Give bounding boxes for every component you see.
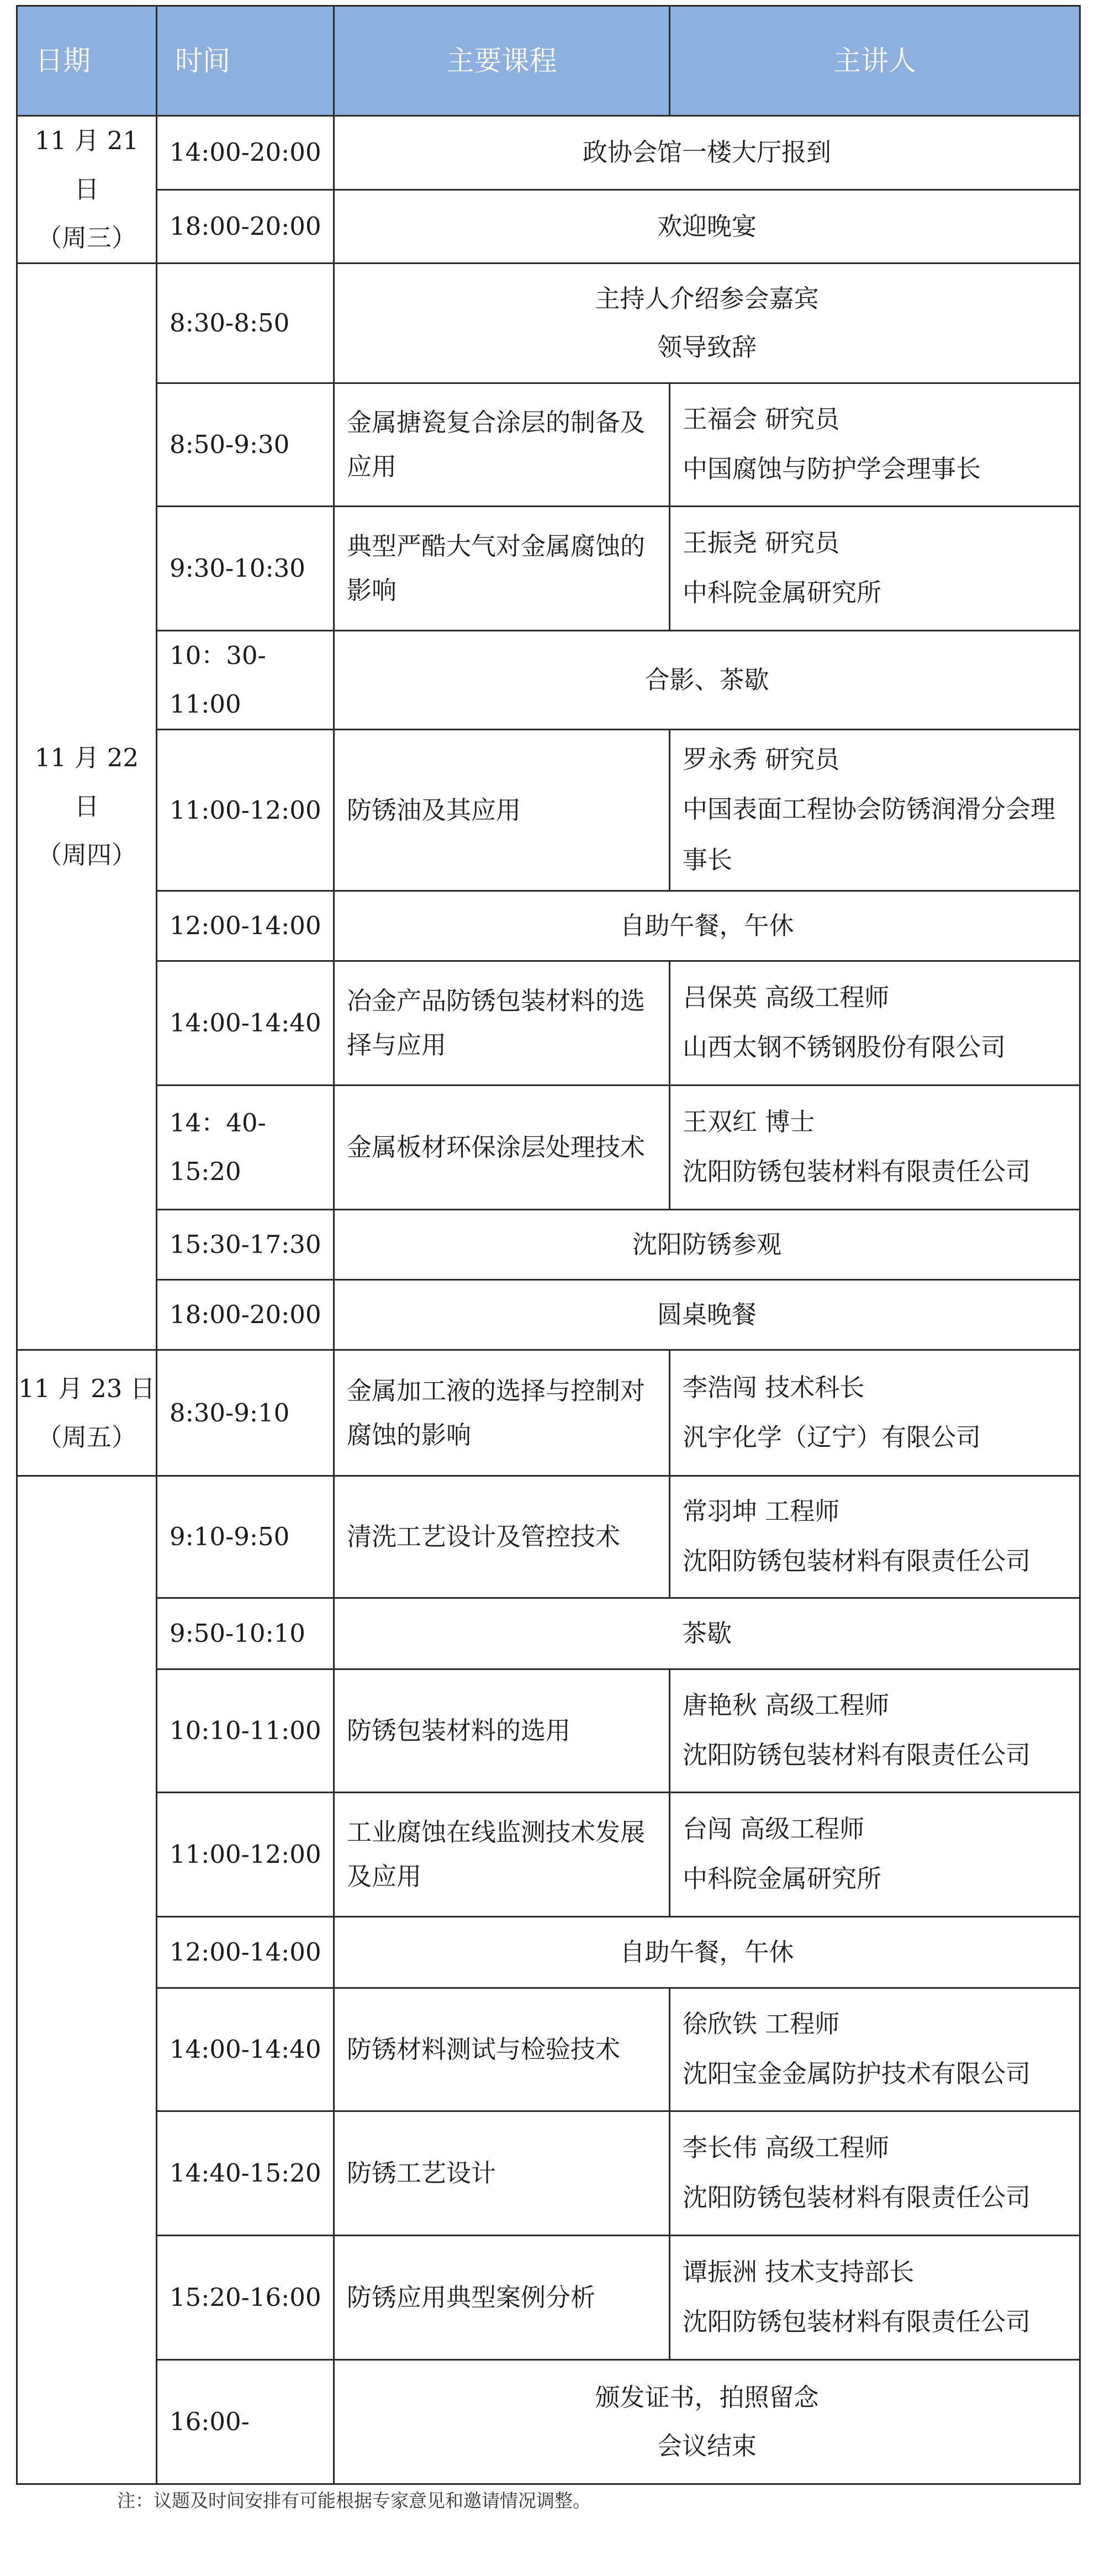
- speaker-name: 徐欣铁 工程师: [683, 2009, 840, 2038]
- speaker-cell: [670, 383, 1080, 507]
- speaker-org: 沈阳防锈包装材料有限责任公司: [683, 1157, 1031, 1186]
- schedule-row: [17, 1669, 1080, 1793]
- speaker-name: 唐艳秋 高级工程师: [683, 1690, 890, 1720]
- course-title: 防锈应用典型案例分析: [334, 2236, 670, 2360]
- merged-activity: [334, 1210, 1080, 1280]
- merged-activity: [334, 264, 1080, 383]
- time-cell: 8:50-9:30: [157, 383, 334, 507]
- time-cell: 14:40-15:20: [157, 2111, 334, 2236]
- time-cell: 12:00-14:00: [157, 1917, 334, 1988]
- time-cell: 15:30-17:30: [157, 1210, 334, 1280]
- schedule-row: [17, 730, 1080, 891]
- time-cell: 8:30-8:50: [157, 264, 334, 383]
- schedule-row: [17, 189, 1080, 264]
- time-cell: 14:00-14:40: [157, 961, 334, 1086]
- schedule-row: [17, 1086, 1080, 1210]
- date-date-line2: 日: [74, 175, 99, 204]
- activity-line: 圆桌晚餐: [657, 1300, 757, 1329]
- speaker-cell: [670, 730, 1080, 891]
- schedule-body: [17, 116, 1080, 2484]
- speaker-org: 沈阳防锈包装材料有限责任公司: [683, 1740, 1031, 1769]
- course-title: 清洗工艺设计及管控技术: [334, 1476, 670, 1598]
- activity-line: 自助午餐，午休: [620, 911, 794, 940]
- speaker-name: 李浩闯 技术科长: [683, 1372, 865, 1402]
- speaker-cell: [670, 1669, 1080, 1793]
- date-cell: [17, 1476, 157, 2484]
- time-cell: 10：30-11:00: [157, 631, 334, 730]
- course-title: 金属搪瓷复合涂层的制备及应用: [334, 383, 670, 507]
- time-cell: 9:50-10:10: [157, 1598, 334, 1669]
- time-cell: 18:00-20:00: [157, 1280, 334, 1350]
- date-weekday: （周五）: [36, 1422, 136, 1452]
- merged-activity: [334, 189, 1080, 264]
- activity-line: 沈阳防锈参观: [632, 1230, 781, 1259]
- date-weekday: （周三）: [36, 223, 136, 252]
- date-date-line1: 11 月 22: [34, 743, 139, 772]
- time-cell: 8:30-9:10: [157, 1350, 334, 1476]
- speaker-cell: [670, 1086, 1080, 1210]
- time-cell: 14:00-20:00: [157, 116, 334, 190]
- schedule-row: [17, 1476, 1080, 1598]
- speaker-org: 汎宇化学（辽宁）有限公司: [683, 1422, 981, 1452]
- speaker-cell: [670, 507, 1080, 631]
- course-title: 工业腐蚀在线监测技术发展及应用: [334, 1793, 670, 1917]
- merged-activity: [334, 1280, 1080, 1350]
- activity-line: 颁发证书，拍照留念: [595, 2383, 819, 2412]
- activity-line: 欢迎晚宴: [657, 211, 757, 241]
- time-cell: 18:00-20:00: [157, 189, 334, 264]
- date-cell: [17, 1350, 157, 1476]
- course-title: 防锈油及其应用: [334, 730, 670, 891]
- schedule-row: [17, 2360, 1080, 2484]
- time-cell: 12:00-14:00: [157, 891, 334, 961]
- date-date-line1: 11 月 23 日: [18, 1373, 155, 1403]
- speaker-org: 沈阳宝金金属防护技术有限公司: [683, 2059, 1031, 2088]
- schedule-row: [17, 1793, 1080, 1917]
- schedule-row: [17, 116, 1080, 190]
- speaker-name: 王福会 研究员: [683, 404, 840, 434]
- activity-line: 自助午餐，午休: [620, 1937, 794, 1967]
- speaker-name: 吕保英 高级工程师: [683, 983, 890, 1012]
- header-row: [17, 6, 1080, 116]
- activity-line: 主持人介绍参会嘉宾: [595, 284, 819, 313]
- schedule-row: [17, 891, 1080, 961]
- date-weekday: （周四）: [36, 840, 136, 870]
- speaker-name: 罗永秀 研究员: [683, 744, 840, 774]
- time-cell: 11:00-12:00: [157, 730, 334, 891]
- schedule-row: [17, 1917, 1080, 1988]
- time-cell: 14：40-15:20: [157, 1086, 334, 1210]
- date-date-line2: 日: [74, 792, 99, 821]
- time-cell: 10:10-11:00: [157, 1669, 334, 1793]
- speaker-org: 山西太钢不锈钢股份有限公司: [683, 1032, 1006, 1062]
- speaker-cell: [670, 2236, 1080, 2360]
- schedule-row: [17, 507, 1080, 631]
- speaker-name: 台闯 高级工程师: [683, 1814, 865, 1843]
- schedule-row: [17, 2111, 1080, 2236]
- speaker-org: 沈阳防锈包装材料有限责任公司: [683, 1546, 1031, 1576]
- course-title: 冶金产品防锈包装材料的选择与应用: [334, 961, 670, 1086]
- activity-line: 合影、茶歇: [644, 665, 769, 694]
- merged-activity: [334, 2360, 1080, 2484]
- time-cell: 15:20-16:00: [157, 2236, 334, 2360]
- speaker-cell: [670, 1988, 1080, 2111]
- speaker-org: 中国表面工程协会防锈润滑分会理事长: [683, 794, 1056, 875]
- schedule-row: [17, 264, 1080, 383]
- speaker-cell: [670, 1793, 1080, 1917]
- footnote: 注：议题及时间安排有可能根据专家意见和邀请情况调整。: [117, 2490, 591, 2511]
- schedule-row: [17, 1988, 1080, 2111]
- speaker-org: 中国腐蚀与防护学会理事长: [683, 454, 981, 483]
- speaker-cell: [670, 961, 1080, 1086]
- schedule-row: [17, 1350, 1080, 1476]
- course-title: 金属加工液的选择与控制对腐蚀的影响: [334, 1350, 670, 1476]
- speaker-cell: [670, 1476, 1080, 1598]
- speaker-name: 王双红 博士: [683, 1107, 815, 1136]
- speaker-org: 沈阳防锈包装材料有限责任公司: [683, 2307, 1031, 2336]
- merged-activity: [334, 1917, 1080, 1988]
- speaker-name: 李长伟 高级工程师: [683, 2133, 890, 2162]
- course-title: 防锈包装材料的选用: [334, 1669, 670, 1793]
- activity-line: 会议结束: [657, 2431, 757, 2461]
- schedule-row: [17, 383, 1080, 507]
- time-cell: 14:00-14:40: [157, 1988, 334, 2111]
- merged-activity: [334, 631, 1080, 730]
- header-time: 时间: [157, 6, 334, 116]
- speaker-name: 谭振洲 技术支持部长: [683, 2257, 915, 2287]
- schedule-row: [17, 961, 1080, 1086]
- activity-line: 领导致辞: [657, 333, 757, 362]
- header-speaker: 主讲人: [670, 6, 1080, 116]
- time-cell: 11:00-12:00: [157, 1793, 334, 1917]
- merged-activity: [334, 891, 1080, 961]
- schedule-row: [17, 2236, 1080, 2360]
- date-cell: [17, 264, 157, 1350]
- speaker-name: 常羽坤 工程师: [683, 1497, 840, 1526]
- header-course: 主要课程: [334, 6, 670, 116]
- course-title: 金属板材环保涂层处理技术: [334, 1086, 670, 1210]
- course-title: 防锈工艺设计: [334, 2111, 670, 2236]
- schedule-row: [17, 631, 1080, 730]
- schedule-row: [17, 1210, 1080, 1280]
- course-title: 典型严酷大气对金属腐蚀的影响: [334, 507, 670, 631]
- date-date-line1: 11 月 21: [34, 126, 139, 155]
- speaker-org: 沈阳防锈包装材料有限责任公司: [683, 2183, 1031, 2212]
- header-date: 日期: [17, 6, 157, 116]
- speaker-name: 王振尧 研究员: [683, 528, 840, 557]
- activity-line: 政协会馆一楼大厅报到: [582, 138, 831, 167]
- course-title: 防锈材料测试与检验技术: [334, 1988, 670, 2111]
- date-cell: [17, 116, 157, 264]
- merged-activity: [334, 116, 1080, 190]
- speaker-org: 中科院金属研究所: [683, 578, 882, 607]
- speaker-cell: [670, 1350, 1080, 1476]
- schedule-row: [17, 1598, 1080, 1669]
- schedule-table: [16, 5, 1081, 2485]
- time-cell: 16:00-: [157, 2360, 334, 2484]
- activity-line: 茶歇: [681, 1619, 732, 1648]
- time-cell: 9:10-9:50: [157, 1476, 334, 1598]
- schedule-row: [17, 1280, 1080, 1350]
- speaker-cell: [670, 2111, 1080, 2236]
- time-cell: 9:30-10:30: [157, 507, 334, 631]
- merged-activity: [334, 1598, 1080, 1669]
- speaker-org: 中科院金属研究所: [683, 1864, 882, 1893]
